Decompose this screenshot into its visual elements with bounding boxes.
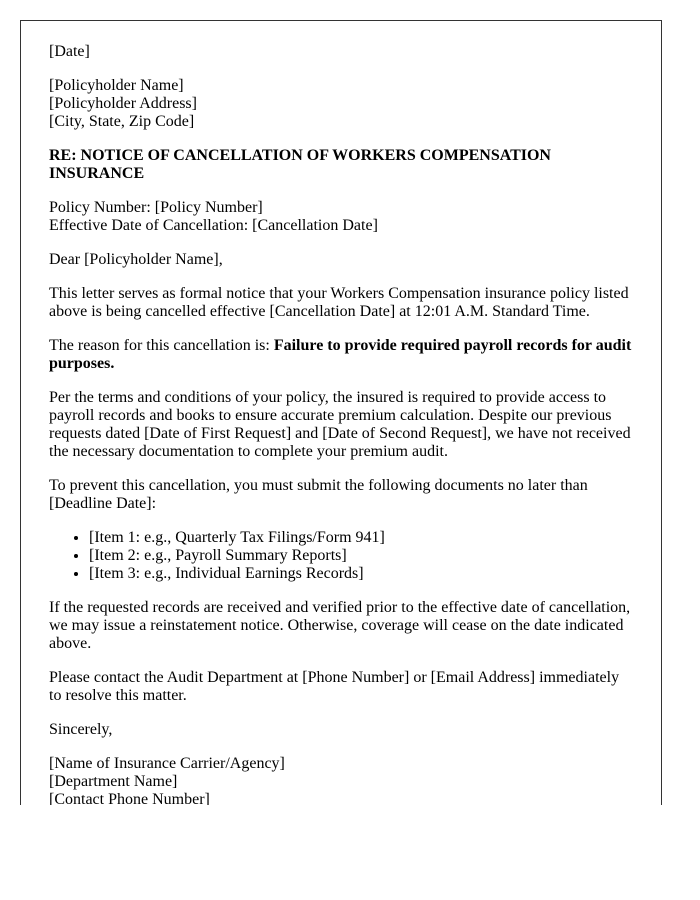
- effective-date: Effective Date of Cancellation: [Cancellation Date]: [49, 217, 378, 234]
- letter-page: [20, 20, 662, 805]
- paragraph-reinstatement: If the requested records are received and verified prior to the effective date of cancellation, we may issue a reinstatement notice. Otherwise, coverage will cease on the date indicated above.: [49, 599, 631, 652]
- carrier-name: [Name of Insurance Carrier/Agency]: [49, 755, 285, 772]
- department-name: [Department Name]: [49, 773, 178, 790]
- list-item: • [Item 2: e.g., Payroll Summary Reports]: [89, 547, 632, 565]
- reason-prefix: The reason for this cancellation is:: [49, 337, 274, 354]
- letter-date: [Date]: [49, 43, 90, 60]
- recipient-name: [Policyholder Name]: [49, 77, 184, 94]
- policy-info: [49, 199, 632, 235]
- paragraph-instructions: To prevent this cancellation, you must submit the following documents no later than [Deadline Date]:: [49, 477, 588, 512]
- subject-line: [49, 147, 632, 183]
- policy-number: Policy Number: [Policy Number]: [49, 199, 263, 216]
- paragraph-terms: Per the terms and conditions of your policy, the insured is required to provide access to payroll records and books to ensure accurate premium calculation. Despite our previous requests dated [Date of First Request] and [Date of Second Request], we have not received the necessary documentation to complete your premium audit.: [49, 389, 631, 460]
- reason-text: Failure to provide required payroll records for audit purposes.: [49, 337, 632, 372]
- paragraph-reason: [49, 337, 632, 373]
- signature-block: [49, 755, 632, 805]
- salutation: Dear [Policyholder Name],: [49, 251, 223, 268]
- recipient-city: [City, State, Zip Code]: [49, 113, 195, 130]
- paragraph-contact: Please contact the Audit Department at [Phone Number] or [Email Address] immediately to resolve this matter.: [49, 669, 620, 704]
- contact-phone: [Contact Phone Number]: [49, 791, 210, 805]
- paragraph-notice: This letter serves as formal notice that your Workers Compensation insurance policy listed above is being cancelled effective [Cancellation Date] at 12:01 A.M. Standard Time.: [49, 285, 629, 320]
- recipient-address: [49, 77, 632, 131]
- required-documents-list: [49, 529, 632, 583]
- closing: Sincerely,: [49, 721, 113, 738]
- list-item: • [Item 1: e.g., Quarterly Tax Filings/Form 941]: [89, 529, 632, 547]
- list-item: • [Item 3: e.g., Individual Earnings Records]: [89, 565, 632, 583]
- recipient-address-line: [Policyholder Address]: [49, 95, 197, 112]
- subject-text: RE: NOTICE OF CANCELLATION OF WORKERS COMPENSATION INSURANCE: [49, 147, 551, 182]
